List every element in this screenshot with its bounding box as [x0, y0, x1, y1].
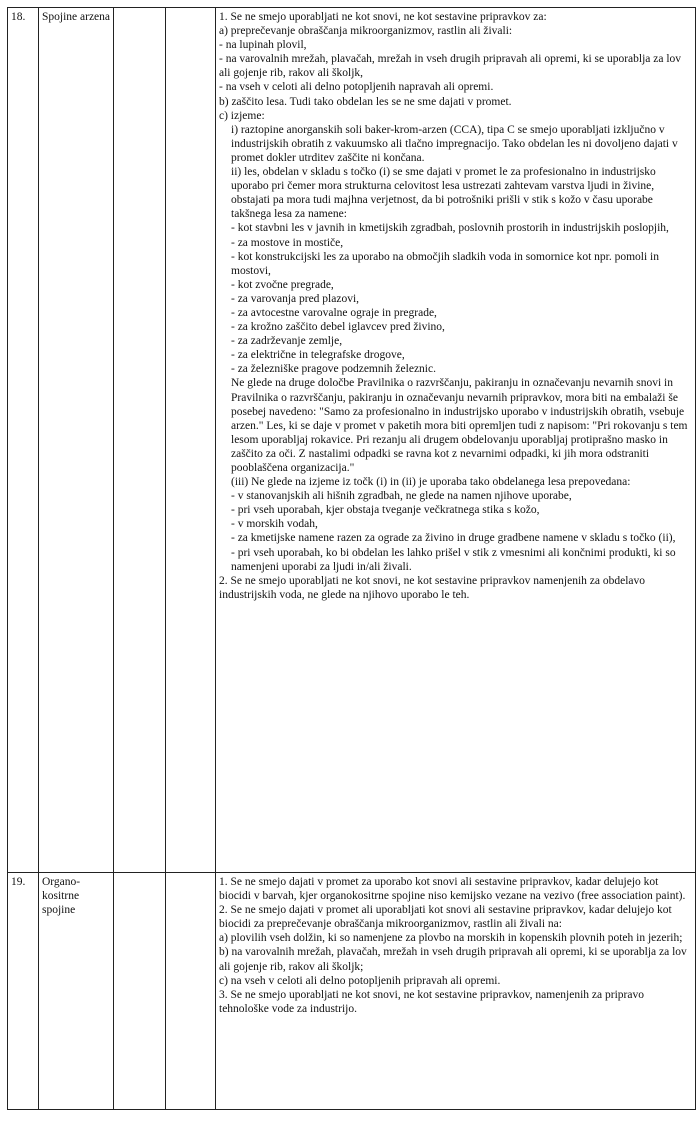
text-line: a) preprečevanje obraščanja mikroorganizmov, rastlin ali živali:	[219, 25, 513, 38]
restriction-text	[216, 873, 696, 1110]
text-line: - kot stavbni les v javnih in kmetijskih zgradbah, poslovnih prostorih in industrijskih poslopjih,	[231, 222, 669, 235]
text-line: 1. Se ne smejo uporabljati ne kot snovi, ne kot sestavine pripravkov za:	[219, 11, 547, 23]
text-line: - za kmetijske namene razen za ograde za živino in druge gradbene namene v skladu s točko (ii),	[231, 532, 676, 545]
text-line: - za električne in telegrafske drogove,	[231, 349, 405, 362]
text-line: - kot zvočne pregrade,	[231, 278, 334, 291]
text-line: b) na varovalnih mrežah, plavačah, mrežah in vseh drugih pripravah ali opremi, ki se uporablja za lov ali gojenje rib, rakov ali školjk;	[219, 946, 687, 973]
text-line: - za varovanja pred plazovi,	[231, 292, 360, 305]
text-line: - na lupinah plovil,	[219, 39, 307, 52]
empty-cell	[166, 8, 216, 873]
text-line: - na vseh v celoti ali delno potopljenih napravah ali opremi.	[219, 81, 494, 94]
text-line: - pri vseh uporabah, kjer obstaja tveganje večkratnega stika s kožo,	[231, 504, 540, 517]
text-line: (iii) Ne glede na izjeme iz točk (i) in (ii) je uporaba tako obdelanega lesa prepovedana:	[231, 476, 631, 489]
text-line: - v morskih vodah,	[231, 518, 318, 531]
text-line: - kot konstrukcijski les za uporabo na območjih sladkih voda in somornice kot npr. pomoli in mostovi,	[231, 250, 659, 277]
text-line: ii) les, obdelan v skladu s točko (i) se sme dajati v promet le za profesionalno in industrijsko uporabo pri čemer mora strukturna celovitost lesa ustrezati zahtevam varstva ljudi in živine, obstajati pa mora tudi majhna verjetnost, da bi potrošniki prišli v stik s kožo v času uporabe takšnega lesa za namene:	[231, 166, 656, 221]
entry-number: 18.	[8, 8, 39, 873]
substance-name: Spojine arzena	[39, 8, 114, 873]
text-line: - pri vseh uporabah, ko bi obdelan les lahko prišel v stik z vmesnimi ali končnimi produkti, ki so namenjeni uporabi za ljudi in/ali živali.	[231, 546, 676, 573]
text-line: - na varovalnih mrežah, plavačah, mrežah in vseh drugih pripravah ali opremi, ki se uporablja za lov ali gojenje rib, rakov ali školjk,	[219, 53, 682, 80]
text-line: Ne glede na druge določbe Pravilnika o razvrščanju, pakiranju in označevanju nevarnih snovi in Pravilnika o razvrščanju, pakiranju in označevanju nevarnih pripravkov, mora biti na embalaži še posebej navedeno: "Samo za profesionalno in industrijsko uporabo v industrijskih obratih, vsebuje arzen." Les, ki se daje v promet v paketih mora biti opremljen tudi z napisom: "Pri rokovanju s tem lesom uporabljaj rokavice. Pri rezanju ali drugem obdelovanju uporabljaj protiprašno masko in zaščito za oči. Z nastalimi odpadki se ravna kot z nevarnimi odpadki, ki jih mora odstraniti pooblaščena organizacija."	[231, 377, 688, 474]
text-line: c) izjeme:	[219, 109, 265, 122]
text-line: 2. Se ne smejo uporabljati ne kot snovi, ne kot sestavine pripravkov namenjenih za obdelavo industrijskih voda, ne glede na njihovo uporabo le teh.	[219, 574, 646, 601]
text-line: 3. Se ne smejo uporabljati ne kot snovi, ne kot sestavine pripravkov, namenjenih za pripravo tehnološke vode za industrijo.	[219, 988, 644, 1015]
empty-cell	[114, 8, 166, 873]
text-line: - za železniške pragove podzemnih železnic.	[231, 363, 436, 376]
text-line: c) na vseh v celoti ali delno potopljenih pripravah ali opremi.	[219, 974, 501, 987]
text-line: a) plovilih vseh dolžin, ki so namenjene za plovbo na morskih in kopenskih plovnih poteh in jezerih;	[219, 932, 683, 945]
text-line: i) raztopine anorganskih soli baker-krom-arzen (CCA), tipa C se smejo uporabljati izključno v industrijskih obratih z vakuumsko ali tlačno impregnacijo. Tako obdelan les ni dovoljeno dajati v promet dokler utrditev zaščite ni končana.	[231, 123, 678, 164]
text-line: - za krožno zaščito debel iglavcev pred živino,	[231, 321, 445, 334]
text-line: - za zadrževanje zemlje,	[231, 335, 343, 348]
restrictions-table	[7, 7, 696, 1110]
text-line: 2. Se ne smejo dajati v promet ali uporabljati kot snovi ali sestavine pripravkov, kadar delujejo kot biocidi za preprečevanje obraščanja mikroorganizmov, rastlin ali živali na:	[219, 904, 672, 931]
text-line: - za mostove in mostiče,	[231, 236, 344, 249]
text-line: b) zaščito lesa. Tudi tako obdelan les se ne sme dajati v promet.	[219, 95, 512, 108]
table-row	[8, 873, 696, 1110]
empty-cell	[114, 873, 166, 1110]
restriction-text	[216, 8, 696, 873]
text-line: - za avtocestne varovalne ograje in pregrade,	[231, 306, 437, 319]
text-line: - v stanovanjskih ali hišnih zgradbah, ne glede na namen njihove uporabe,	[231, 490, 572, 503]
empty-cell	[166, 873, 216, 1110]
entry-number: 19.	[8, 873, 39, 1110]
substance-name: Organo-kositrne spojine	[39, 873, 114, 1110]
table-row	[8, 8, 696, 873]
text-line: 1. Se ne smejo dajati v promet za uporabo kot snovi ali sestavine pripravkov, kadar delujejo kot biocidi v barvah, kjer organokositrne spojine niso kemijsko vezane na vezivo (free association paint).	[219, 876, 686, 903]
